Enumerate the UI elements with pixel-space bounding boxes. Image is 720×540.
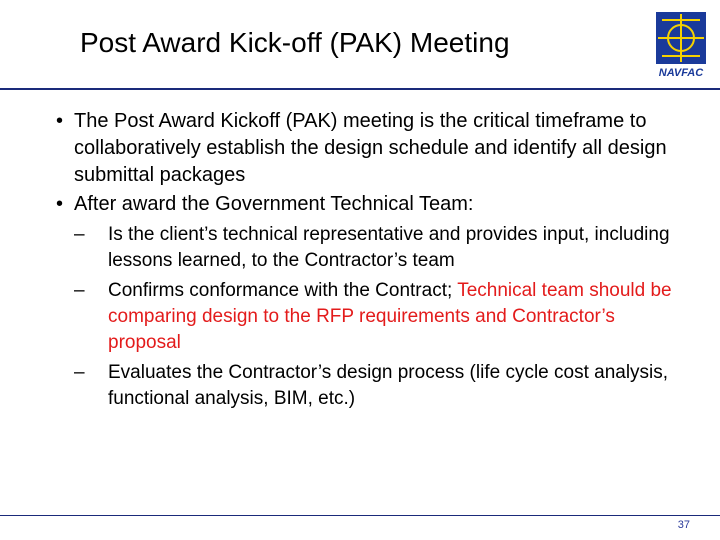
sub-bullet-item — [74, 222, 676, 274]
navfac-logo — [652, 10, 710, 80]
dash-glyph: – — [74, 224, 85, 245]
bullet-glyph: • — [56, 193, 64, 215]
sub-bullet-item — [74, 360, 676, 412]
sub-bullet-text: Confirms conformance with the Contract; — [108, 280, 458, 301]
footer-divider — [0, 515, 720, 516]
bullet-text: The Post Award Kickoff (PAK) meeting is the critical timeframe to collaboratively establish the design schedule and identify all design submittal packages — [74, 110, 667, 186]
bullet-item — [56, 191, 676, 218]
page-number: 37 — [677, 519, 690, 531]
title-divider — [0, 88, 720, 90]
slide-title: Post Award Kick-off (PAK) Meeting — [80, 27, 510, 58]
sub-bullet-emphasis-text: Technical team should be comparing design to the RFP requirements and Contractor’s proposal — [108, 280, 672, 353]
sub-bullet-text: Evaluates the Contractor’s design process (life cycle cost analysis, functional analysis, BIM, etc.) — [108, 362, 669, 409]
dash-glyph: – — [74, 362, 85, 383]
sub-bullet-text: Is the client’s technical representative and provides input, including lessons learned, to the Contractor’s team — [108, 224, 670, 271]
bullet-text: After award the Government Technical Team: — [74, 193, 474, 215]
bullet-glyph: • — [56, 110, 64, 132]
slide-body — [56, 108, 676, 412]
dash-glyph: – — [74, 280, 85, 301]
sub-bullet-item — [74, 278, 676, 356]
logo-text: NAVFAC — [658, 67, 704, 79]
bullet-item — [56, 108, 676, 189]
